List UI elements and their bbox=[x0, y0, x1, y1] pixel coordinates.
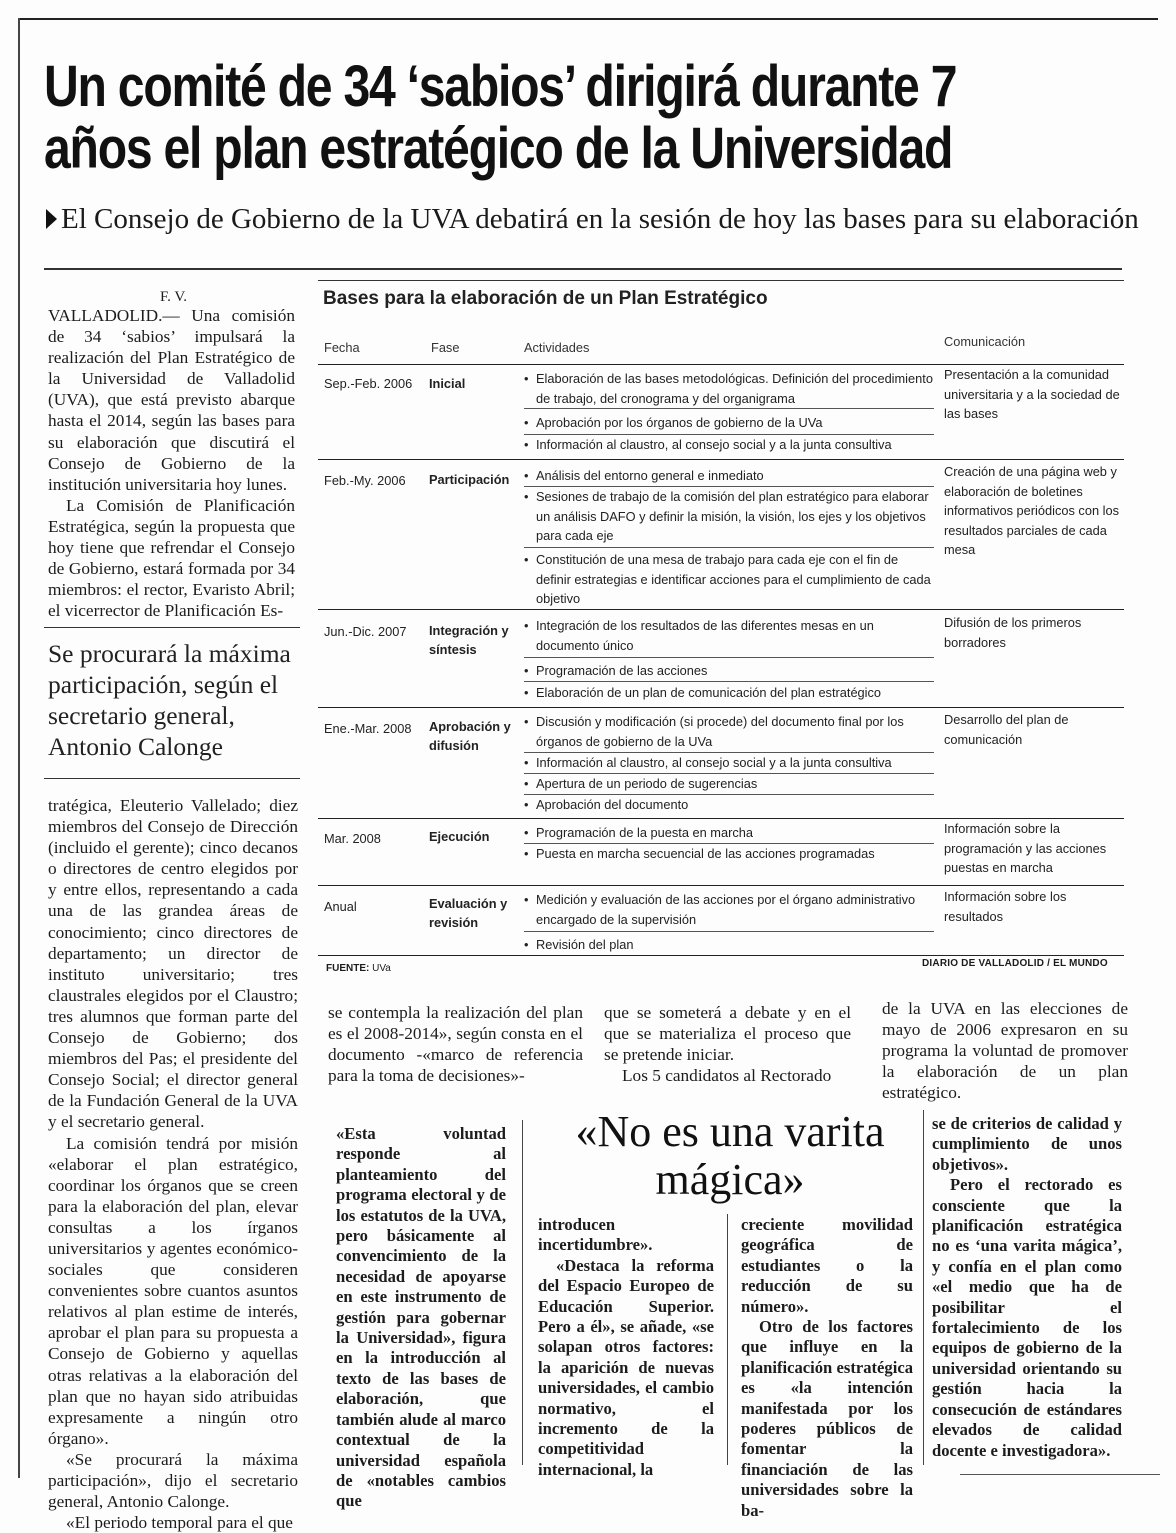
table-activity: • Información al claustro, al consejo social y a la junta consultiva bbox=[524, 753, 934, 773]
table-activity: • Puesta en marcha secuencial de las acciones programadas bbox=[524, 844, 934, 864]
table-cell-comunicacion: Desarrollo del plan de comunicación bbox=[944, 712, 1069, 747]
table-header-fecha: Fecha bbox=[324, 340, 360, 355]
table-row-rule bbox=[318, 885, 1124, 886]
table-cell-fecha: Sep.-Feb. 2006 bbox=[324, 376, 413, 391]
table-cell-fase: Ejecución bbox=[429, 829, 490, 844]
table-cell-comunicacion: Creación de una página web y elaboración de boletines informativos periódicos con los resultados parciales de cada mesa bbox=[944, 464, 1119, 557]
table-header-fase: Fase bbox=[431, 340, 460, 355]
row-rule bbox=[524, 547, 934, 548]
table-credit: DIARIO DE VALLADOLID / EL MUNDO bbox=[922, 958, 1108, 969]
table-activity: • Elaboración de un plan de comunicación del plan estratégico bbox=[524, 683, 934, 703]
table-cell-fase: Inicial bbox=[429, 376, 466, 391]
table-source bbox=[326, 963, 391, 974]
divider bbox=[318, 280, 1124, 281]
row-rule bbox=[524, 657, 934, 658]
triangle-bullet-icon bbox=[46, 209, 57, 229]
table-activity: • Integración de los resultados de las diferentes mesas en un documento único bbox=[524, 616, 934, 655]
bold-column-d bbox=[336, 1124, 506, 1512]
paragraph: La Comisión de Planificación Estratégica, según la propuesta que hoy tiene que refrendar el Consejo de Gobierno, estará formada por 34 miembros: el rector, Evaristo Abril; el vicerrector de Planificación Es- bbox=[48, 495, 295, 621]
table-title: Bases para la elaboración de un Plan Estratégico bbox=[323, 288, 768, 309]
source-label: FUENTE: bbox=[326, 963, 370, 974]
bold-column-g bbox=[932, 1114, 1122, 1461]
table-cell-fase: Aprobación y difusión bbox=[429, 719, 511, 753]
table-activity: • Programación de la puesta en marcha bbox=[524, 823, 934, 843]
table-row-rule bbox=[318, 955, 1124, 956]
table-header-actividades: Actividades bbox=[524, 340, 590, 355]
table-cell-comunicacion: Información sobre los resultados bbox=[944, 889, 1067, 924]
scan-frame-top bbox=[18, 18, 1158, 20]
table-cell-fecha: Ene.-Mar. 2008 bbox=[324, 721, 412, 736]
subheadline bbox=[46, 202, 1139, 236]
table-row-rule bbox=[318, 459, 1124, 460]
table-cell-comunicacion: Información sobre la programación y las acciones puestas en marcha bbox=[944, 821, 1107, 875]
paragraph: se contempla la realización del plan es el 2008-2014», según consta en el documento -«marco de referencia para la toma de decisiones»- bbox=[328, 1003, 583, 1086]
table-row-rule bbox=[318, 707, 1124, 708]
scan-frame-bottom bbox=[960, 1474, 1160, 1475]
paragraph: de la UVA en las elecciones de mayo de 2006 expresaron en su programa la voluntad de promover la elaboración de un plan estratégico. bbox=[882, 999, 1128, 1103]
table-activity: • Aprobación del documento bbox=[524, 795, 934, 815]
table-cell-fecha: Mar. 2008 bbox=[324, 831, 381, 846]
table-activity: • Medición y evaluación de las acciones por el órgano administrativo encargado de la supervisión bbox=[524, 890, 934, 929]
table-header-comunicacion: Comunicación bbox=[944, 334, 1026, 349]
table-activity: • Análisis del entorno general e inmediato bbox=[524, 466, 934, 486]
table-activity: • Sesiones de trabajo de la comisión del plan estratégico para elaborar un análisis DAFO y definir la misión, la visión, los ejes y los objetivos para cada eje bbox=[524, 487, 934, 546]
byline: F. V. bbox=[160, 289, 188, 305]
table-activity: • Elaboración de las bases metodológicas. Definición del procedimiento de trabajo, del cronograma y del organigrama bbox=[524, 369, 934, 408]
paragraph: introducen incertidumbre». bbox=[538, 1215, 653, 1255]
table-activity: • Apertura de un periodo de sugerencias bbox=[524, 774, 934, 794]
body-column-c bbox=[882, 998, 1128, 1103]
table-activity: • Revisión del plan bbox=[524, 935, 934, 955]
paragraph: tratégica, Eleuterio Vallelado; diez miembros del Consejo de Dirección (incluido el gerente); cinco decanos o directores de centro elegidos por y entre ellos, representando a cada una de las grandea áreas de conocimiento; cinco directores de departamento; un director de instituto universitario; tres claustrales elegidos por el Claustro; tres alumnos que forman parte del Consejo de Gobierno; dos miembros del Pas; el presidente del Consejo Social; el director general de la Fundación General de la UVA y el secretario general. bbox=[48, 796, 298, 1132]
table-cell-fecha: Feb.-My. 2006 bbox=[324, 473, 406, 488]
bold-column-e bbox=[538, 1215, 714, 1480]
table-cell-fecha: Anual bbox=[324, 899, 357, 914]
body-column-1-top bbox=[48, 305, 295, 621]
row-rule bbox=[524, 408, 934, 409]
headline-line-2: años el plan estratégico de la Universidad bbox=[44, 116, 953, 181]
column-divider bbox=[727, 1214, 728, 1465]
row-rule bbox=[524, 931, 934, 932]
paragraph: se de criterios de calidad y cumplimiento de unos objetivos». bbox=[932, 1114, 1122, 1174]
table-activity: • Discusión y modificación (si procede) del documento final por los órganos de gobierno de la UVa bbox=[524, 712, 934, 751]
paragraph: «Se procurará la máxima participación», dijo el secretario general, Antonio Calonge. bbox=[48, 1449, 298, 1512]
pull-quote: Se procurará la máxima participación, según el secretario general, Antonio Calonge bbox=[48, 639, 291, 761]
table-activity: • Información al claustro, al consejo social y a la junta consultiva bbox=[524, 435, 934, 455]
row-rule bbox=[524, 681, 934, 682]
column-divider bbox=[923, 1110, 924, 1465]
paragraph: Pero el rectorado es consciente que la planificación estratégica no es ‘una varita mágica’, y confía en el plan como «el medio que ha de posibilitar el fortalecimiento de los equipos de gobierno de la universidad orientando su gestión hacia la consecución de estándares elevados de calidad docente e investigadora». bbox=[932, 1175, 1122, 1460]
column-divider bbox=[522, 1120, 523, 1465]
bold-column-f bbox=[741, 1215, 913, 1521]
paragraph: «Destaca la reforma del Espacio Europeo de Educación Superior. Pero a él», se añade, «se solapan otros factores: la aparición de nuevas universidades, el cambio normativo, el incremento de la competitividad internacional, la bbox=[538, 1255, 714, 1479]
table-cell-fase: Integración y síntesis bbox=[429, 623, 509, 657]
table-activity: • Programación de las acciones bbox=[524, 661, 934, 681]
body-column-1-bottom bbox=[48, 795, 298, 1533]
table-activity: • Aprobación por los órganos de gobierno de la UVa bbox=[524, 413, 934, 433]
paragraph: «El periodo temporal para el que bbox=[66, 1513, 293, 1533]
body-column-a bbox=[328, 1002, 583, 1086]
table-cell-comunicacion: Difusión de los primeros borradores bbox=[944, 615, 1082, 650]
table-cell-fase: Participación bbox=[429, 472, 510, 487]
paragraph: «Esta voluntad responde al planteamiento del programa electoral y de los estatutos de la UVA, pero básicamente al convencimiento de la necesidad de apoyarse en este instrumento de gestión para gobernar la Universidad», figura en la introducción al texto de las bases de elaboración, que también alude al marco contextual de la universidad española de «notables cambios que bbox=[336, 1124, 506, 1511]
paragraph: creciente movilidad geográfica de estudiantes o la reducción de su número». bbox=[741, 1215, 913, 1316]
paragraph: La comisión tendrá por misión «elaborar el plan estratégico, coordinar los órganos que se creen para la elaboración del plan, elevar consultas a los írganos universitarios y agentes económico-sociales que consideren convenientes sobre cuantos asuntos relativos al plan estime de interés, aprobar el plan para su propuesta a Consejo de Gobierno y aquellas otras relativas a la elaboración del plan que no hayan sido atribuidas expresamente a ningún otro órgano». bbox=[48, 1133, 298, 1448]
body-column-b bbox=[604, 1002, 851, 1086]
headline bbox=[44, 54, 957, 181]
subheadline-text: El Consejo de Gobierno de la UVA debatirá en la sesión de hoy las bases para su elaboración bbox=[61, 203, 1139, 235]
scan-frame-left bbox=[18, 18, 20, 1478]
table-cell-comunicacion: Presentación a la comunidad universitaria y a la sociedad de las bases bbox=[944, 367, 1120, 421]
table-cell-fase: Evaluación y revisión bbox=[429, 896, 508, 930]
source-value: UVa bbox=[372, 963, 391, 974]
headline-line-1: Un comité de 34 ‘sabios’ dirigirá durante 7 bbox=[44, 54, 957, 119]
divider bbox=[44, 627, 300, 628]
table-row-rule bbox=[318, 609, 1124, 610]
table-cell-fecha: Jun.-Dic. 2007 bbox=[324, 624, 407, 639]
divider bbox=[44, 268, 1122, 270]
paragraph: Otro de los factores que influye en la planificación estratégica es «la intención manifestada por los poderes públicos de fomentar la financiación de las universidades sobre la ba- bbox=[741, 1317, 913, 1520]
pull-quote-2: «No es una varita mágica» bbox=[575, 1107, 885, 1204]
divider bbox=[44, 778, 300, 779]
table-activity: • Constitución de una mesa de trabajo para cada eje con el fin de definir estrategias e identificar acciones para el cumplimiento de cada objetivo bbox=[524, 550, 934, 609]
paragraph: Los 5 candidatos al Rectorado bbox=[622, 1066, 832, 1086]
paragraph: que se someterá a debate y en el que se materializa el proceso que se pretende iniciar. bbox=[604, 1003, 851, 1065]
paragraph: VALLADOLID.— Una comisión de 34 ‘sabios’ impulsará la realización del Plan Estratégico de la Universidad de Valladolid (UVA), que está previsto abarque hasta el 2014, según las bases para su elaboración que discutirá el Consejo de Gobierno de la institución universitaria hoy lunes. bbox=[48, 306, 295, 494]
